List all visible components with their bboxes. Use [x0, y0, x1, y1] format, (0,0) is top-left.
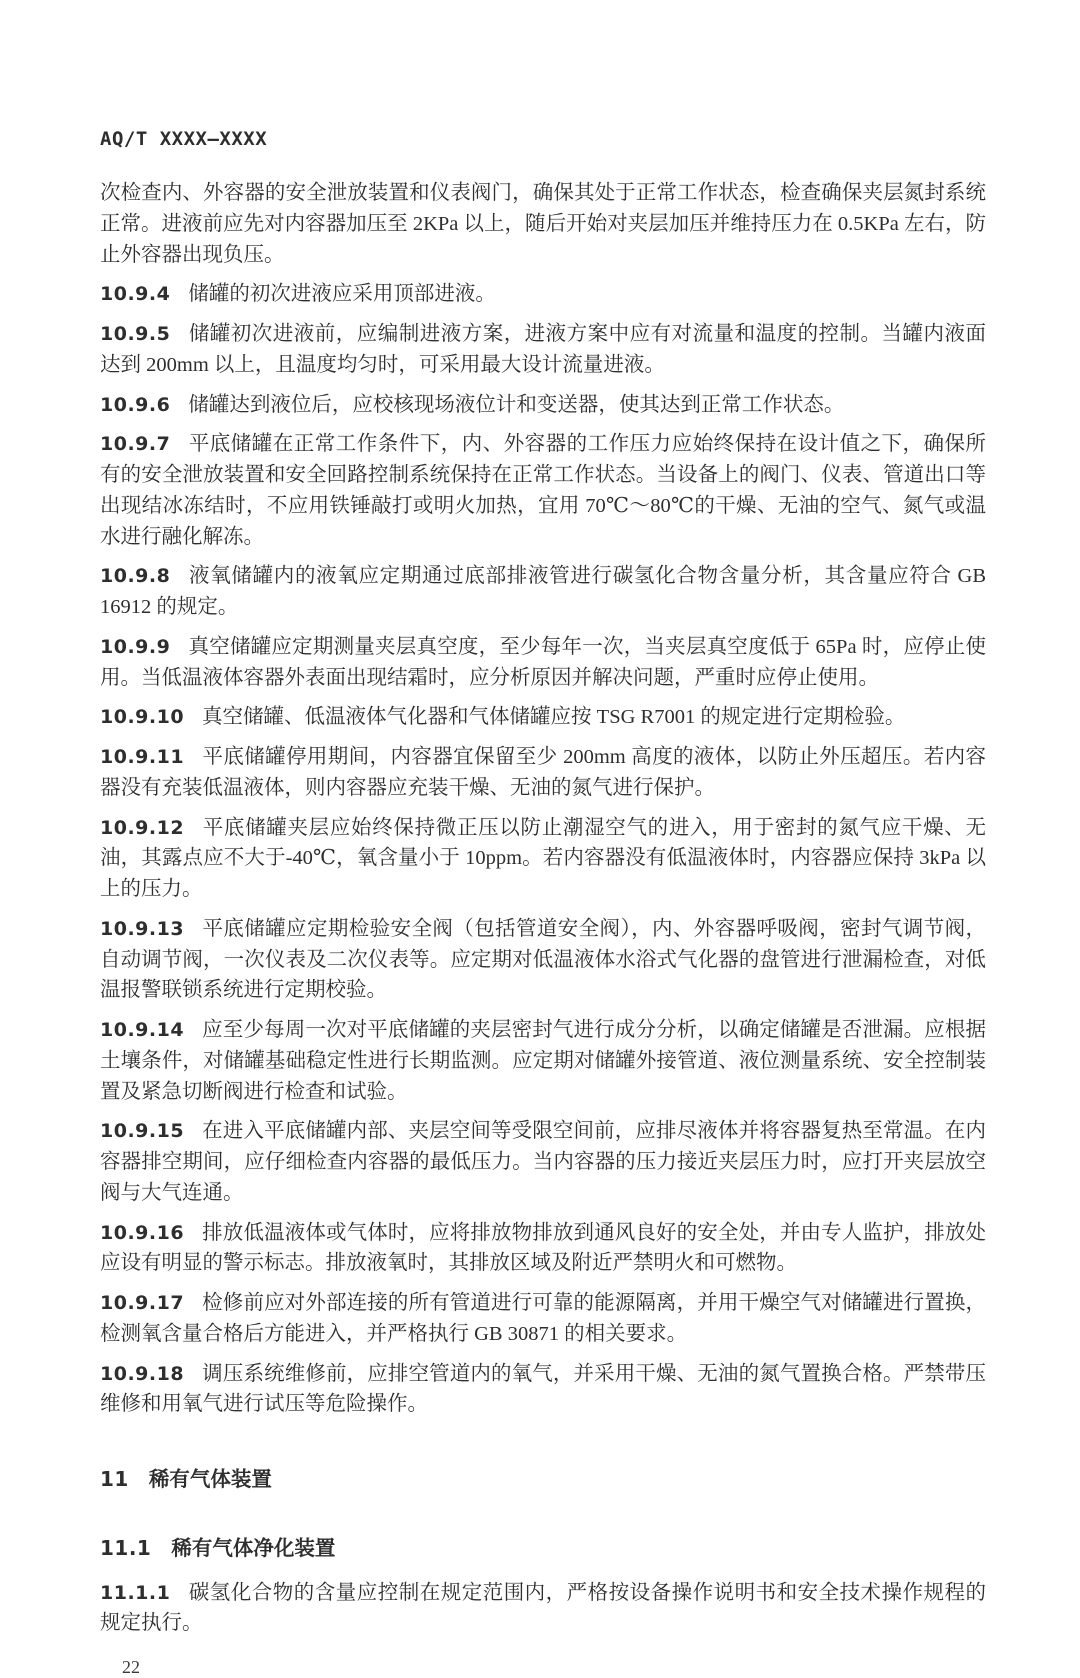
- clause-text: 平底储罐在正常工作条件下，内、外容器的工作压力应始终保持在设计值之下，确保所有的安全泄放装置和安全回路控制系统保持在正常工作状态。当设备上的阀门、仪表、管道出口等出现结冰冻结时，不应用铁锤敲打或明火加热，宜用 70℃～80℃的干燥、无油的空气、氮气或温水进行融化解冻。: [100, 433, 986, 548]
- clause-number: 10.9.4: [100, 283, 171, 306]
- clause-number: 11.1: [100, 1535, 152, 1560]
- clause-paragraph: [100, 1116, 986, 1208]
- clause-paragraph: [100, 561, 986, 623]
- clause-paragraph: [100, 1359, 986, 1421]
- clause-paragraph: [100, 1578, 986, 1640]
- clause-number: 10.9.11: [100, 746, 185, 768]
- clause-text: 平底储罐应定期检验安全阀（包括管道安全阀），内、外容器呼吸阀，密封气调节阀，自动调节阀，一次仪表及二次仪表等。应定期对低温液体水浴式气化器的盘管进行泄漏检查，对低温报警联锁系统进行定期校验。: [100, 917, 986, 1002]
- clause-text: 储罐初次进液前，应编制进液方案，进液方案中应有对流量和温度的控制。当罐内液面达到 200mm 以上，且温度均匀时，可采用最大设计流量进液。: [100, 323, 986, 376]
- clause-text: 真空储罐应定期测量夹层真空度，至少每年一次，当夹层真空度低于 65Pa 时，应停止使用。当低温液体容器外表面出现结霜时，应分析原因并解决问题，严重时应停止使用。: [100, 635, 986, 689]
- clause-number: 10.9.8: [100, 565, 171, 588]
- clause-paragraph: [100, 813, 986, 905]
- clause-number: 10.9.6: [100, 393, 171, 416]
- clause-paragraph: [100, 390, 986, 421]
- clause-text: 平底储罐夹层应始终保持微正压以防止潮湿空气的进入，用于密封的氮气应干燥、无油，其露点应不大于-40℃，氧含量小于 10ppm。若内容器没有低温液体时，内容器应保持 3kPa 以上的压力。: [100, 816, 986, 900]
- clause-text: 次检查内、外容器的安全泄放装置和仪表阀门，确保其处于正常工作状态，检查确保夹层氮封系统正常。进液前应先对内容器加压至 2KPa 以上，随后开始对夹层加压并维持压力在 0.5KPa 左右，防止外容器出现负压。: [100, 182, 986, 266]
- clause-text: 排放低温液体或气体时，应将排放物排放到通风良好的安全处，并由专人监护，排放处应设有明显的警示标志。排放液氧时，其排放区域及附近严禁明火和可燃物。: [100, 1221, 986, 1275]
- clause-text: 稀有气体净化装置: [171, 1535, 336, 1560]
- clause-number: 10.9.5: [100, 323, 171, 345]
- document-body: [100, 178, 986, 1639]
- clause-paragraph: [100, 429, 986, 552]
- page-number: 22: [122, 1657, 140, 1677]
- clause-paragraph: [100, 1288, 986, 1350]
- clause-text: 应至少每周一次对平底储罐的夹层密封气进行成分分析，以确定储罐是否泄漏。应根据土壤条件，对储罐基础稳定性进行长期监测。应定期对储罐外接管道、液位测量系统、安全控制装置及紧急切断阀进行检查和试验。: [100, 1019, 986, 1103]
- section-heading: [100, 1464, 986, 1495]
- clause-number: 10.9.14: [100, 1019, 185, 1041]
- clause-text: 碳氢化合物的含量应控制在规定范围内，严格按设备操作说明书和安全技术操作规程的规定执行。: [100, 1581, 986, 1635]
- clause-paragraph: [100, 279, 986, 310]
- clause-text: 储罐的初次进液应采用顶部进液。: [188, 283, 496, 306]
- clause-paragraph: [100, 632, 986, 694]
- clause-text: 液氧储罐内的液氧应定期通过底部排液管进行碳氢化合物含量分析，其含量应符合 GB 16912 的规定。: [100, 565, 986, 618]
- clause-number: 10.9.15: [100, 1120, 185, 1143]
- clause-number: 10.9.12: [100, 816, 185, 839]
- clause-text: 调压系统维修前，应排空管道内的氧气，并采用干燥、无油的氮气置换合格。严禁带压维修和用氧气进行试压等危险操作。: [100, 1362, 986, 1416]
- body-paragraph: [100, 178, 986, 270]
- clause-text: 真空储罐、低温液体气化器和气体储罐应按 TSG R7001 的规定进行定期检验。: [202, 706, 906, 729]
- clause-paragraph: [100, 742, 986, 804]
- clause-text: 储罐达到液位后，应校核现场液位计和变送器，使其达到正常工作状态。: [188, 393, 845, 416]
- clause-text: 在进入平底储罐内部、夹层空间等受限空间前，应排尽液体并将容器复热至常温。在内容器排空期间，应仔细检查内容器的最低压力。当内容器的压力接近夹层压力时，应打开夹层放空阀与大气连通。: [100, 1120, 986, 1204]
- standard-code-header: AQ/T XXXX—XXXX: [100, 128, 268, 150]
- clause-paragraph: [100, 914, 986, 1006]
- subsection-heading: [100, 1533, 986, 1564]
- clause-text: 平底储罐停用期间，内容器宜保留至少 200mm 高度的液体，以防止外压超压。若内容器没有充装低温液体，则内容器应充装干燥、无油的氮气进行保护。: [100, 746, 986, 799]
- clause-paragraph: [100, 1015, 986, 1107]
- clause-paragraph: [100, 702, 986, 733]
- clause-number: 11: [100, 1467, 129, 1491]
- clause-number: 10.9.10: [100, 706, 185, 729]
- clause-text: 检修前应对外部连接的所有管道进行可靠的能源隔离，并用干燥空气对储罐进行置换，检测氧含量合格后方能进入，并严格执行 GB 30871 的相关要求。: [100, 1292, 986, 1345]
- clause-paragraph: [100, 1218, 986, 1280]
- clause-number: 10.9.17: [100, 1292, 185, 1314]
- clause-number: 11.1.1: [100, 1581, 171, 1604]
- clause-number: 10.9.13: [100, 917, 185, 940]
- clause-number: 10.9.18: [100, 1362, 185, 1385]
- clause-text: 稀有气体装置: [148, 1467, 272, 1491]
- clause-paragraph: [100, 319, 986, 381]
- clause-number: 10.9.9: [100, 635, 171, 658]
- clause-number: 10.9.16: [100, 1221, 185, 1244]
- clause-number: 10.9.7: [100, 433, 171, 456]
